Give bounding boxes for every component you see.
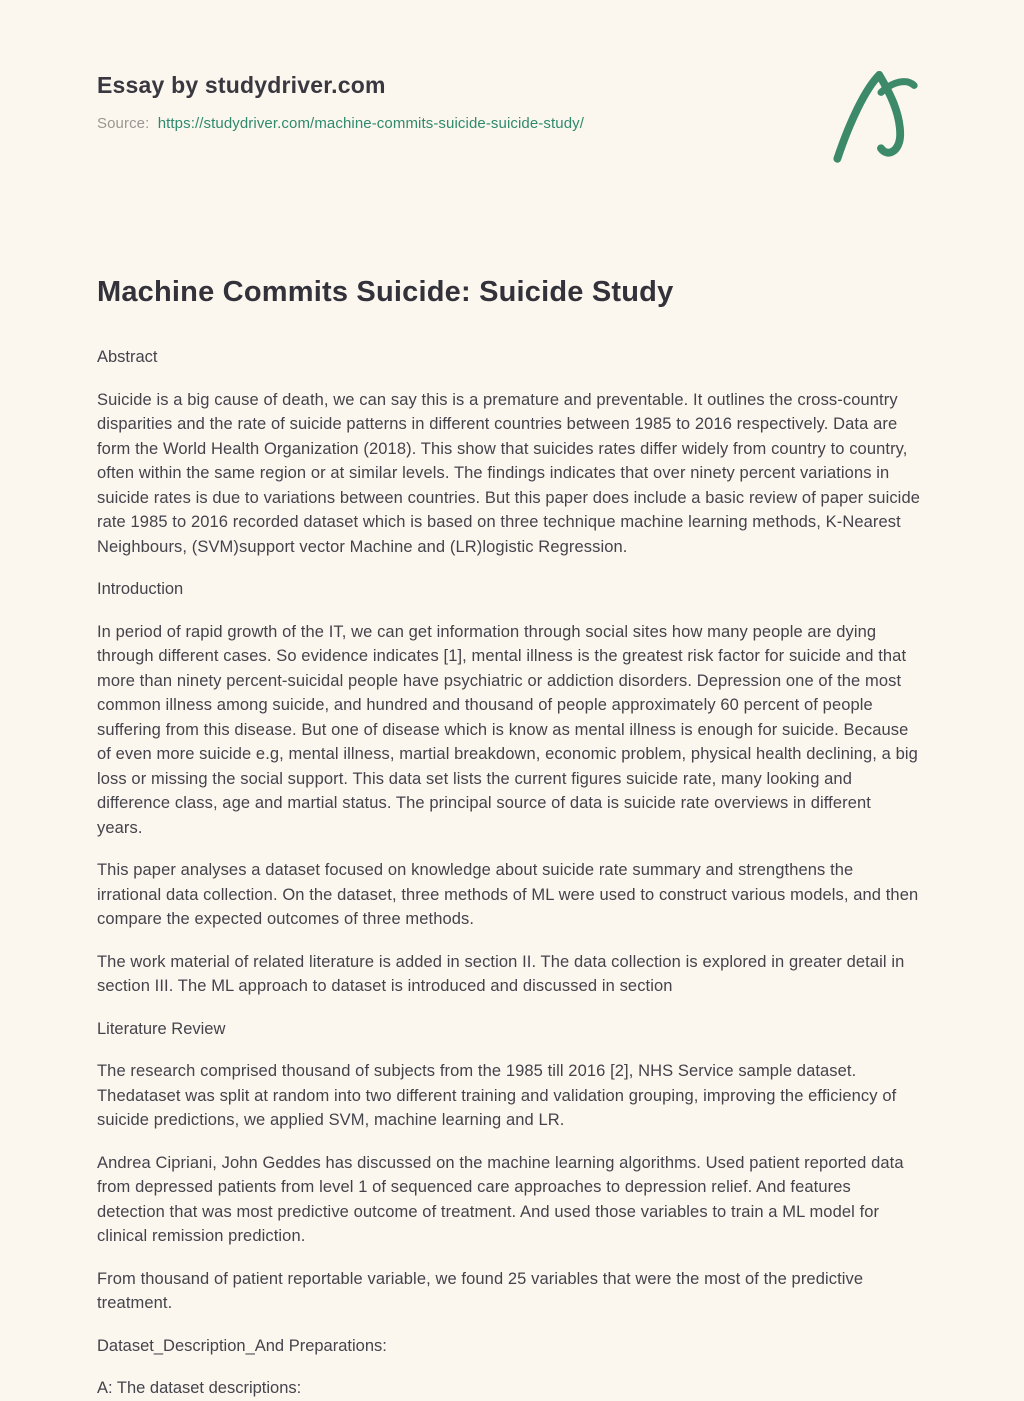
essay-by-title: Essay by studydriver.com: [97, 72, 386, 98]
paragraph-literature-2: Andrea Cipriani, John Geddes has discussed on the machine learning algorithms. Used patient reported data from depressed patients from level 1 of sequenced care approaches to depression relief. And features detection that was most predictive outcome of treatment. And used those variables to train a ML model for clinical remission prediction.: [97, 1153, 904, 1245]
source-line: [97, 115, 584, 132]
header: [97, 0, 920, 164]
paragraph-introduction-3: The work material of related literature is added in section II. The data collection is explored in greater detail in section III. The ML approach to dataset is introduced and discussed in section: [97, 952, 905, 995]
section-label-introduction: Introduction: [97, 580, 184, 598]
section-label-literature-review: Literature Review: [97, 1019, 226, 1038]
paragraph-literature-3: From thousand of patient reportable variable, we found 25 variables that were the most of the predictive treatment.: [97, 1269, 864, 1312]
header-text-block: [97, 72, 584, 132]
paragraph-introduction-1: In period of rapid growth of the IT, we can get information through social sites how many people are dying through different cases. So evidence indicates [1], mental illness is the greatest risk factor for suicide and that more than ninety percent-suicidal people have psychiatric or addiction disorders. Depression one of the most common illness among suicide, and hundred and thousand of people approximately 60 percent of people suffering from this disease. But one of disease which is know as mental illness is enough for suicide. Because of even more suicide e.g, mental illness, martial breakdown, economic problem, physical health declining, a big loss or missing the social support. This data set lists the current figures suicide rate, many looking and difference class, age and martial status. The principal source of data is suicide rate overviews in different years.: [97, 622, 918, 837]
section-label-dataset-descriptions-a: A: The dataset descriptions:: [97, 1379, 302, 1397]
paragraph-abstract: Suicide is a big cause of death, we can say this is a premature and preventable. It outlines the cross-country disparities and the rate of suicide patterns in different countries between 1985 to 2016 respectively. Data are form the World Health Organization (2018). This show that suicides rates differ widely from country to country, often within the same region or at similar levels. The findings indicates that over ninety percent variations in suicide rates is due to variations between countries. But this paper does include a basic review of paper suicide rate 1985 to 2016 recorded dataset which is based on three technique machine learning methods, K-Nearest Neighbours, (SVM)support vector Machine and (LR)logistic Regression.: [97, 390, 921, 556]
source-label: Source:: [97, 115, 150, 132]
studydriver-logo-icon: [828, 68, 920, 164]
article-body: [97, 276, 920, 1401]
paragraph-literature-1: The research comprised thousand of subjects from the 1985 till 2016 [2], NHS Service sample dataset. Thedataset was split at random into two different training and validation grouping, improving the efficiency of suicide predictions, we applied SVM, machine learning and LR.: [97, 1062, 897, 1129]
paragraph-introduction-2: This paper analyses a dataset focused on knowledge about suicide rate summary and strengthens the irrational data collection. On the dataset, three methods of ML were used to construct various models, and then compare the expected outcomes of three methods.: [97, 861, 919, 928]
section-label-abstract: Abstract: [97, 348, 158, 366]
article-title: Machine Commits Suicide: Suicide Study: [97, 276, 674, 308]
section-label-dataset-description: Dataset_Description_And Preparations:: [97, 1336, 387, 1355]
source-link[interactable]: https://studydriver.com/machine-commits-suicide-suicide-study/: [157, 115, 585, 132]
